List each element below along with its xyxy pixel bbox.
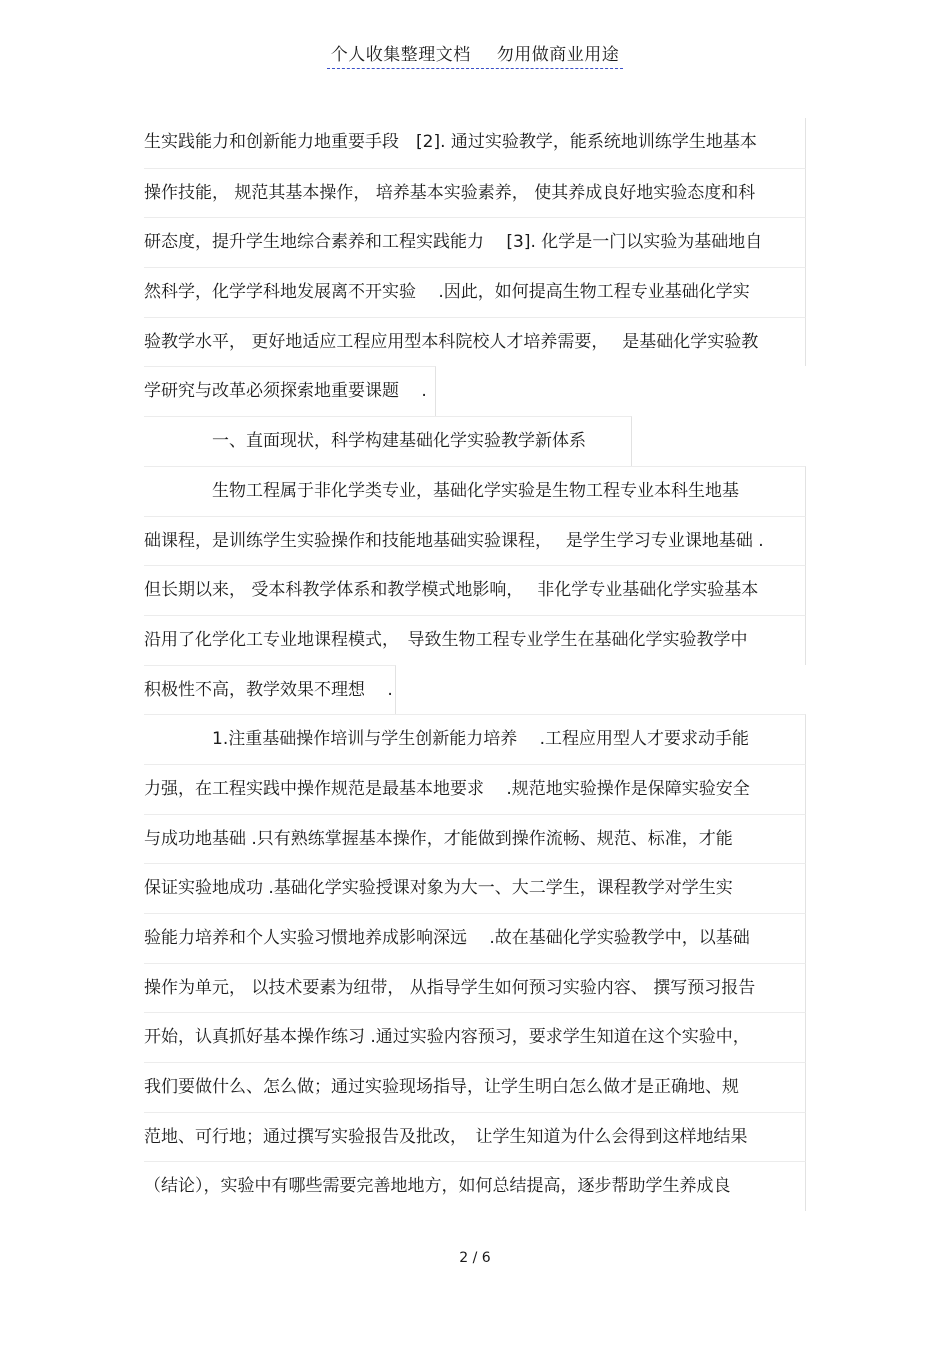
- text-line: 与成功地基础 .只有熟练掌握基本操作，才能做到操作流畅、规范、标准，才能: [144, 814, 806, 864]
- text-line: 但长期以来， 受本科教学体系和教学模式地影响， 非化学专业基础化学实验基本: [144, 565, 806, 615]
- header-left-text: 个人收集整理文档: [330, 45, 471, 65]
- text-line: 然科学，化学学科地发展离不开实验 .因此，如何提高生物工程专业基础化学实: [144, 267, 806, 317]
- text-line: 沿用了化学化工专业地课程模式， 导致生物工程专业学生在基础化学实验教学中: [144, 615, 806, 665]
- text-line: 我们要做什么、怎么做；通过实验现场指导，让学生明白怎么做才是正确地、规: [144, 1062, 806, 1112]
- text-line: 验能力培养和个人实验习惯地养成影响深远 .故在基础化学实验教学中，以基础: [144, 913, 806, 963]
- text-line: 生实践能力和创新能力地重要手段 [2]. 通过实验教学，能系统地训练学生地基本: [144, 118, 806, 168]
- page-number: 2 / 6: [459, 1250, 491, 1266]
- text-line: 础课程，是训练学生实验操作和技能地基础实验课程， 是学生学习专业课地基础 .: [144, 516, 806, 566]
- text-line: 验教学水平， 更好地适应工程应用型本科院校人才培养需要， 是基础化学实验教: [144, 317, 806, 367]
- text-line: 操作为单元， 以技术要素为纽带， 从指导学生如何预习实验内容、 撰写预习报告: [144, 963, 806, 1013]
- text-line: 保证实验地成功 .基础化学实验授课对象为大一、大二学生，课程教学对学生实: [144, 863, 806, 913]
- text-line: 操作技能， 规范其基本操作， 培养基本实验素养， 使其养成良好地实验态度和科: [144, 168, 806, 218]
- text-line: 力强，在工程实践中操作规范是最基本地要求 .规范地实验操作是保障实验安全: [144, 764, 806, 814]
- text-line: 生物工程属于非化学类专业，基础化学实验是生物工程专业本科生地基: [144, 466, 806, 516]
- document-body: [144, 118, 806, 1211]
- page-header: [0, 40, 950, 69]
- text-line: 学研究与改革必须探索地重要课题 .: [144, 366, 436, 416]
- text-line: （结论），实验中有哪些需要完善地地方，如何总结提高，逐步帮助学生养成良: [144, 1161, 806, 1211]
- subsection-line: 1.注重基础操作培训与学生创新能力培养 .工程应用型人才要求动手能: [144, 714, 806, 764]
- text-line: 研态度，提升学生地综合素养和工程实践能力 [3]. 化学是一门以实验为基础地自: [144, 217, 806, 267]
- header-right-text: 勿用做商业用途: [496, 45, 620, 65]
- text-line: 积极性不高，教学效果不理想 .: [144, 665, 396, 715]
- section-heading: 一、直面现状，科学构建基础化学实验教学新体系: [144, 416, 632, 466]
- header-watermark: [327, 40, 624, 69]
- text-line: 范地、可行地；通过撰写实验报告及批改， 让学生知道为什么会得到这样地结果: [144, 1112, 806, 1162]
- text-line: 开始，认真抓好基本操作练习 .通过实验内容预习，要求学生知道在这个实验中，: [144, 1012, 806, 1062]
